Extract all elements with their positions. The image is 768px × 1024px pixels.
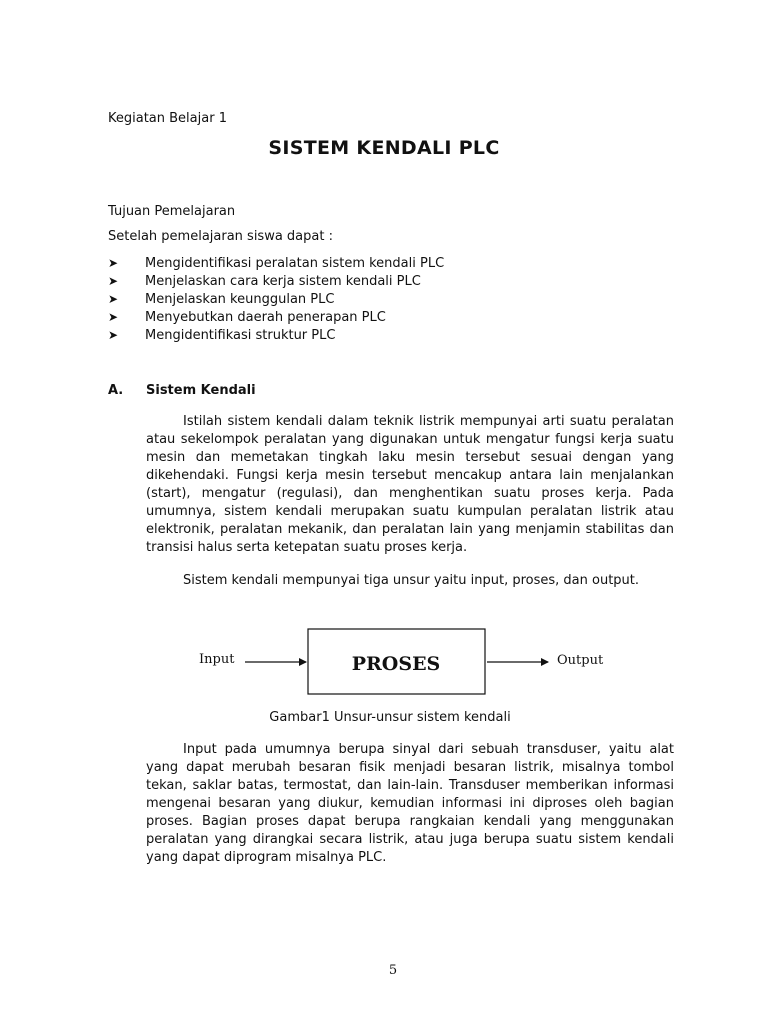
list-item <box>108 326 444 344</box>
page-number: 5 <box>388 963 398 978</box>
list-item <box>108 290 444 308</box>
section-number: A. <box>108 383 124 398</box>
list-item <box>108 272 444 290</box>
input-label: Input <box>199 652 235 667</box>
activity-label: Kegiatan Belajar 1 <box>108 111 227 126</box>
list-item <box>108 254 444 272</box>
objective-text: Menjelaskan keunggulan PLC <box>145 292 335 307</box>
arrowhead-bullet-icon: ➤ <box>108 256 119 270</box>
page-title: SISTEM KENDALI PLC <box>268 137 500 159</box>
process-label: PROSES <box>351 653 441 675</box>
body-paragraph: Istilah sistem kendali dalam teknik listrik mempunyai arti suatu peralatan atau sekelompok peralatan yang digunakan untuk mengatur fungsi kerja suatu mesin dan memetakan tingkah laku mesin tersebut sesuai dengan yang dikehendaki. Fungsi kerja mesin tersebut mencakup antara lain menjalankan (start), mengatur (regulasi), dan menghentikan suatu proses kerja. Pada umumnya, sistem kendali merupakan suatu kumpulan peralatan listrik atau elektronik, peralatan mekanik, dan peralatan lain yang menjamin stabilitas dan transisi halus serta ketepatan suatu proses kerja. <box>146 414 674 555</box>
objective-text: Mengidentifikasi struktur PLC <box>145 328 336 343</box>
objective-text: Mengidentifikasi peralatan sistem kendali PLC <box>145 256 445 271</box>
objectives-list <box>108 254 444 344</box>
arrowhead-bullet-icon: ➤ <box>108 292 119 306</box>
list-item <box>108 308 444 326</box>
process-diagram <box>190 622 630 702</box>
figure-caption: Gambar1 Unsur-unsur sistem kendali <box>269 710 511 725</box>
objective-text: Menyebutkan daerah penerapan PLC <box>145 310 386 325</box>
output-label: Output <box>557 653 604 668</box>
arrowhead-bullet-icon: ➤ <box>108 310 119 324</box>
objectives-heading: Tujuan Pemelajaran <box>108 204 236 219</box>
section-title: Sistem Kendali <box>146 383 256 398</box>
arrowhead-bullet-icon: ➤ <box>108 328 119 342</box>
body-paragraph: Sistem kendali mempunyai tiga unsur yaitu input, proses, dan output. <box>183 573 640 588</box>
arrowhead-bullet-icon: ➤ <box>108 274 119 288</box>
objective-text: Menjelaskan cara kerja sistem kendali PLC <box>145 274 421 289</box>
objectives-intro: Setelah pemelajaran siswa dapat : <box>108 229 333 244</box>
body-paragraph: Input pada umumnya berupa sinyal dari sebuah transduser, yaitu alat yang dapat merubah besaran fisik menjadi besaran listrik, misalnya tombol tekan, saklar batas, termostat, dan lain-lain. Transduser memberikan informasi mengenai besaran yang diukur, kemudian informasi ini diproses oleh bagian proses. Bagian proses dapat berupa rangkaian kendali yang menggunakan peralatan yang dirangkai secara listrik, atau juga berupa suatu sistem kendali yang dapat diprogram misalnya PLC. <box>146 742 674 865</box>
